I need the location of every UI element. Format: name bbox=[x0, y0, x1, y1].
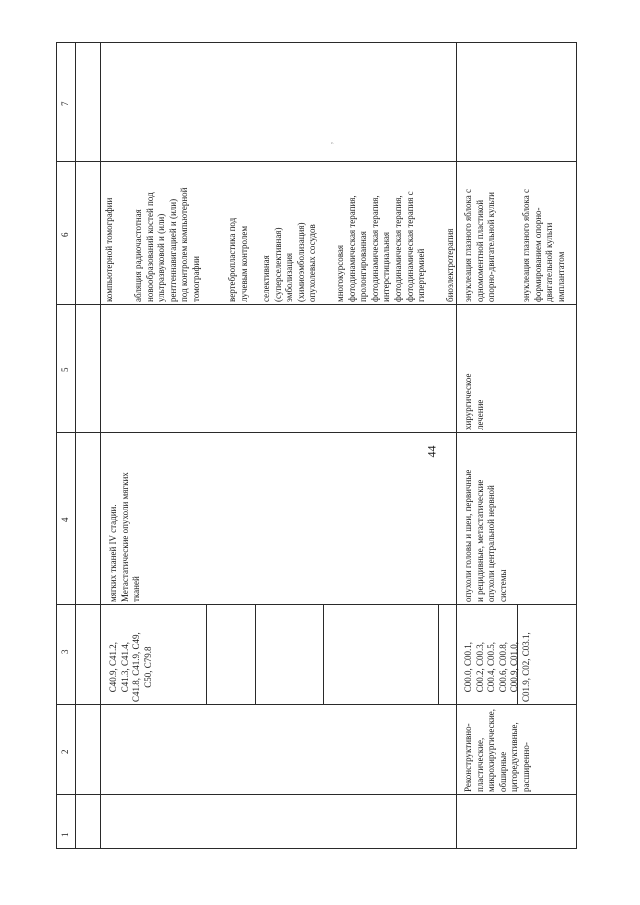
header-col-4: 4 bbox=[60, 517, 70, 522]
column-divider bbox=[56, 304, 577, 305]
page-number: 44 bbox=[424, 445, 439, 458]
column-divider bbox=[56, 432, 577, 433]
row2-method-enucleation-plastic: энуклеация глазного яблока с одномоментной пластикой опорно-двигательной культи bbox=[463, 189, 497, 302]
row-divider bbox=[456, 42, 457, 849]
header-col-3: 3 bbox=[60, 649, 70, 654]
cell-divider bbox=[438, 604, 439, 704]
header-col-6: 6 bbox=[60, 232, 70, 237]
cell-divider bbox=[255, 604, 256, 704]
row2-method-enucleation-implant: энуклеация глазного яблока с формированием опорно- двигательной культи имплантатом bbox=[521, 189, 566, 302]
row1-method-embolization: селективная (суперселективная) эмболизация (химиоэмболизация) опухолевых сосудов bbox=[261, 222, 318, 302]
table-border-right bbox=[576, 42, 577, 849]
row2-icd-codes: C00.0, C00.1, C00.2, C00.3, C00.4, C00.5, C00.6, C00.8, C00.9, C01.0, C01.9, C02, C03.1, bbox=[463, 632, 531, 702]
column-divider bbox=[56, 604, 577, 605]
header-row-divider bbox=[75, 42, 76, 849]
cell-divider bbox=[206, 604, 207, 704]
row1-icd-codes: C40.9, C41.2, C41.3, C41.4, C41.8, C41.9, C49, C50, C79.8 bbox=[108, 632, 153, 702]
row2-group-name: Реконструктивно- пластические, микрохирургические, обширные циторедуктивные, расширенно- bbox=[463, 708, 531, 792]
row1-diagnosis: мягких тканей IV стадии. Метастатические опухоли мягких тканей bbox=[108, 472, 142, 602]
column-divider bbox=[56, 794, 577, 795]
table-border-top bbox=[56, 42, 577, 43]
row1-method-rfa: абляция радиочастотная новообразований костей под ультразвуковой и (или) рентгеннавигацией и (или) под контролем компьютерной томографии bbox=[133, 187, 201, 302]
header-col-1: 1 bbox=[60, 832, 70, 837]
row1-method-bioelectro: биоэлектротерапия bbox=[445, 228, 455, 302]
row1-method-photodynamic: многокурсовая фотодинамическая терапия, пролонгированная фотодинамическая терапия, интерстициальная фотодинамическая терапия, фотодинамическая терапия с гипертермией bbox=[335, 191, 427, 302]
row2-diagnosis: опухоли головы и шеи, первичные и рецидивные, метастатические опухоли центральной нервной системы bbox=[463, 469, 508, 602]
row1-method-vertebroplasty: вертебропластика под лучевым контролем bbox=[227, 217, 249, 302]
row1-method-ct: компьютерной томографии bbox=[104, 197, 114, 302]
header-col-2: 2 bbox=[60, 749, 70, 754]
column-divider bbox=[56, 704, 577, 705]
table-border-bottom bbox=[56, 848, 577, 849]
column-divider bbox=[56, 161, 577, 162]
table-border-left bbox=[56, 42, 57, 849]
scan-mark: , bbox=[324, 141, 335, 145]
row-divider bbox=[100, 42, 101, 849]
row2-treatment-type: хирургическое лечение bbox=[463, 373, 485, 430]
header-col-7: 7 bbox=[60, 101, 70, 106]
cell-divider bbox=[323, 604, 324, 704]
header-col-5: 5 bbox=[60, 367, 70, 372]
